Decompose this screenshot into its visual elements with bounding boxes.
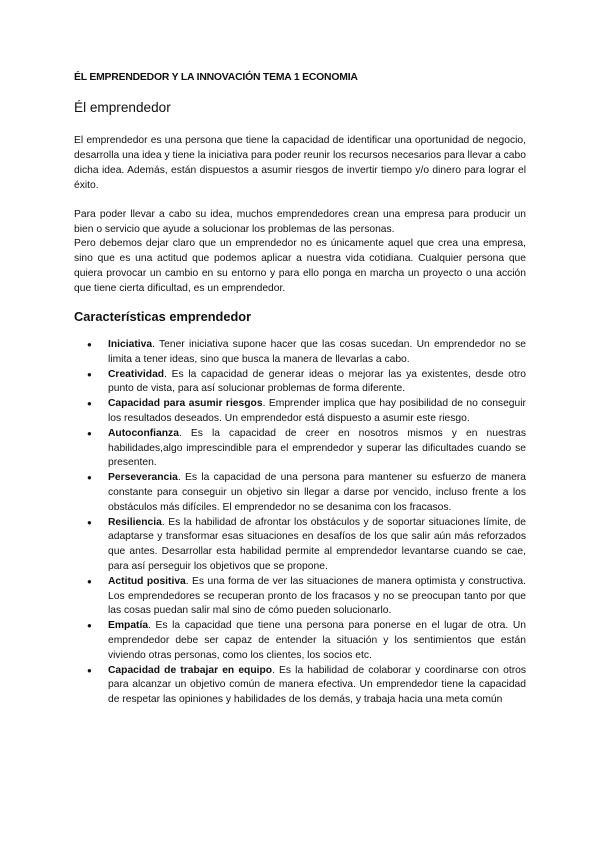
list-item-text: . Es la habilidad de colaborar y coordinarse con otros para alcanzar un objetivo común de manera efectiva. Un emprendedor tiene la capacidad de respetar las opiniones y habilidades de los demás, y trabaja hacia una meta común [108,664,527,706]
list-item-text: . Es la capacidad de creer en nosotros mismos y en nuestras habilidades,algo imprescindible para el emprendedor y superar las dificultades cuando se presenten. [108,427,526,469]
list-item-text: . Es la habilidad de afrontar los obstáculos y de soportar situaciones límite, de adaptarse y transformar esas situaciones en desafíos de los que salir aún más reforzados que antes. Desarrollar esta habilidad permite al emprendedor levantarse cuando se cae, para así perseguir los objetivos que se propone. [108,516,526,572]
section-heading-caracteristicas: Características emprendedor [74,309,252,324]
list-item [74,397,526,427]
list-item-text: . Es una forma de ver las situaciones de manera optimista y constructiva. Los emprendedores se recuperan pronto de los fracasos y no se preocupan tanto por que las cosas puedan salir mal sino de cómo pueden solucionarlo. [108,575,526,617]
list-item-text: . Tener iniciativa supone hacer que las cosas sucedan. Un emprendedor no se limita a tener ideas, sino que busca la manera de llevarlas a cabo. [108,339,526,365]
list-item [74,619,526,663]
document-title: ÉL EMPRENDEDOR Y LA INNOVACIÓN TEMA 1 ECONOMIA [74,72,358,83]
characteristics-list [74,338,526,708]
list-item-term: Perseverancia [108,472,178,484]
list-item-term: Actitud positiva [108,575,186,587]
list-item [74,338,526,368]
list-item-text: . Es la capacidad de generar ideas o mejorar las ya existentes, desde otro punto de vista, para así solucionar problemas de forma diferente. [108,368,526,395]
list-item-term: Resiliencia [108,516,162,528]
list-item-term: Autoconfianza [108,427,179,439]
list-item [74,664,526,708]
list-item-text: . Es la capacidad que tiene una persona para ponerse en el lugar de otra. Un emprendedor debe ser capaz de entender la situación y los sentimientos que están viviendo otras personas, como los clientes, los socios etc. [108,620,526,661]
list-item-term: Creatividad [108,368,165,380]
section-heading-emprendedor: Él emprendedor [74,100,171,115]
paragraph-actitud: Pero debemos dejar claro que un emprendedor no es únicamente aquel que crea una empresa, sino que es una actitud que podemos aplicar a nuestra vida cotidiana. Cualquier persona que quiera provocar un cambio en su entorno y para ello ponga en marcha un proyecto o una acción que tiene cierta dificultad, es un emprendedor. [74,238,526,294]
bullet-icon: ● [87,399,92,409]
bullet-icon: ● [87,473,92,483]
list-item [74,427,526,471]
list-item [74,575,526,619]
list-item-term: Iniciativa [108,339,153,350]
list-item [74,471,526,515]
bullet-icon: ● [87,576,92,586]
list-item-text: . Es la capacidad de una persona para mantener su esfuerzo de manera constante para conseguir un objetivo sin llegar a darse por vencido, incluso frente a los obstáculos más difíciles. El emprendedor no se desanima con los fracasos. [108,472,526,513]
list-item-text: . Emprender implica que hay posibilidad de no conseguir los resultados deseados. Un emprendedor está dispuesto a asumir este riesgo. [108,398,526,424]
paragraph-definition: El emprendedor es una persona que tiene la capacidad de identificar una oportunidad de negocio, desarrolla una idea y tiene la iniciativa para poder reunir los recursos necesarios para llevar a cabo dicha idea. Además, están dispuestos a asumir riesgos de invertir tiempo y/o dinero para lograr el éxito. [74,135,526,191]
paragraph-empresa: Para poder llevar a cabo su idea, muchos emprendedores crean una empresa para producir un bien o servicio que ayude a solucionar los problemas de las personas. [74,209,526,235]
bullet-icon: ● [87,340,92,349]
bullet-icon: ● [87,621,92,631]
bullet-icon: ● [87,369,92,379]
bullet-icon: ● [87,665,92,675]
list-item-term: Capacidad de trabajar en equipo [108,664,273,676]
bullet-icon: ● [87,428,92,438]
list-item-term: Empatía [108,620,149,632]
list-item-term: Capacidad para asumir riesgos [108,398,263,410]
list-item [74,368,526,398]
bullet-icon: ● [87,517,92,527]
list-item [74,516,526,575]
